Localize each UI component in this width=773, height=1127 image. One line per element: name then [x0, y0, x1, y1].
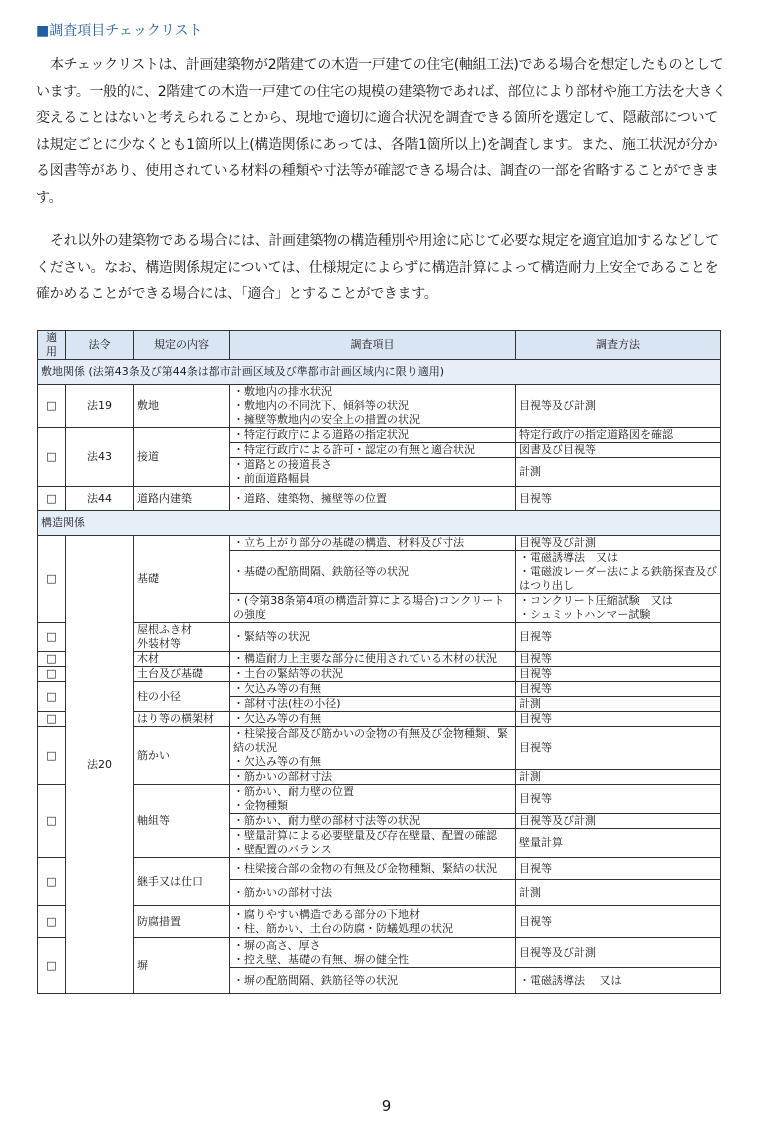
intro-paragraph-2: それ以外の建築物である場合には、計画建築物の構造種別や用途に応じて必要な規定を適宜追加するなどしてください。なお、構造関係規定については、仕様規定によらずに構造計算によって構造耐力上安全であることを確かめることができる場合には、「適合」とすることができます。 — [36, 233, 719, 302]
table-row — [38, 428, 721, 443]
method-cell: ・コンクリート圧縮試験 又は ・シュミットハンマー試験 — [516, 594, 721, 623]
checklist-table — [37, 330, 721, 994]
method-cell: ・電磁誘導法 又は — [516, 968, 721, 994]
method-cell: 計測 — [516, 770, 721, 785]
method-cell: 目視等 — [516, 785, 721, 814]
table-row — [38, 623, 721, 652]
item-cell: ・柱梁接合部の金物の有無及び金物種類、緊結の状況 — [230, 858, 516, 880]
item-cell: ・塀の配筋間隔、鉄筋径等の状況 — [230, 968, 516, 994]
table-header-row — [38, 331, 721, 360]
method-cell: 特定行政庁の指定道路図を確認 — [516, 428, 721, 443]
method-cell: 目視等 — [516, 712, 721, 727]
header-item: 調査項目 — [230, 331, 516, 360]
method-cell: ・電磁誘導法 又は ・電磁波レーダー法による鉄筋探査及びはつり出し — [516, 551, 721, 594]
rule-cell: 柱の小径 — [134, 682, 230, 712]
header-method: 調査方法 — [516, 331, 721, 360]
item-cell: ・欠込み等の有無 — [230, 712, 516, 727]
item-cell: ・構造耐力上主要な部分に使用されている木材の状況 — [230, 652, 516, 667]
item-cell: ・道路との接道長さ ・前面道路幅員 — [230, 458, 516, 487]
checkbox[interactable]: □ — [38, 858, 66, 906]
header-apply: 適用 — [38, 331, 66, 360]
checkbox[interactable]: □ — [38, 667, 66, 682]
method-cell: 目視等 — [516, 727, 721, 770]
method-cell: 計測 — [516, 880, 721, 906]
method-cell: 目視等及び計測 — [516, 938, 721, 968]
item-cell: ・立ち上がり部分の基礎の構造、材料及び寸法 — [230, 536, 516, 551]
item-cell: ・部材寸法(柱の小径) — [230, 697, 516, 712]
item-cell: ・欠込み等の有無 — [230, 682, 516, 697]
method-cell: 図書及び目視等 — [516, 443, 721, 458]
checklist-heading: ■調査項目チェックリスト — [36, 23, 203, 39]
law-cell: 法43 — [66, 428, 134, 487]
table-row — [38, 938, 721, 968]
method-cell: 壁量計算 — [516, 829, 721, 858]
method-cell: 目視等 — [516, 623, 721, 652]
checkbox[interactable]: □ — [38, 712, 66, 727]
law-cell: 法19 — [66, 385, 134, 428]
method-cell: 目視等及び計測 — [516, 536, 721, 551]
method-cell: 目視等 — [516, 682, 721, 697]
rule-cell: 道路内建築 — [134, 487, 230, 511]
checkbox[interactable]: □ — [38, 938, 66, 994]
law-cell: 法20 — [66, 536, 134, 994]
method-cell: 目視等 — [516, 858, 721, 880]
rule-cell: 防腐措置 — [134, 906, 230, 938]
rule-cell: 継手又は仕口 — [134, 858, 230, 906]
section-site-label: 敷地関係 (法第43条及び第44条は都市計画区域及び準都市計画区域内に限り適用) — [38, 360, 721, 385]
rule-cell: 軸組等 — [134, 785, 230, 858]
section-site — [38, 360, 721, 385]
table-row — [38, 682, 721, 697]
item-cell: ・壁量計算による必要壁量及び存在壁量、配置の確認 ・壁配置のバランス — [230, 829, 516, 858]
method-cell: 計測 — [516, 458, 721, 487]
method-cell: 目視等 — [516, 652, 721, 667]
item-cell: ・腐りやすい構造である部分の下地材 ・柱、筋かい、土台の防腐・防蟻処理の状況 — [230, 906, 516, 938]
table-row — [38, 785, 721, 814]
table-row — [38, 906, 721, 938]
rule-cell: 接道 — [134, 428, 230, 487]
method-cell: 目視等 — [516, 906, 721, 938]
item-cell: ・道路、建築物、擁壁等の位置 — [230, 487, 516, 511]
item-cell: ・緊結等の状況 — [230, 623, 516, 652]
item-cell: ・筋かいの部材寸法 — [230, 770, 516, 785]
checkbox[interactable]: □ — [38, 682, 66, 712]
table-row — [38, 652, 721, 667]
table-row — [38, 858, 721, 880]
item-cell: ・特定行政庁による道路の指定状況 — [230, 428, 516, 443]
law-cell: 法44 — [66, 487, 134, 511]
page-number: 9 — [381, 1097, 392, 1115]
method-cell: 計測 — [516, 697, 721, 712]
rule-cell: 木材 — [134, 652, 230, 667]
rule-cell: 敷地 — [134, 385, 230, 428]
checkbox[interactable]: □ — [38, 487, 66, 511]
table-row — [38, 385, 721, 428]
checkbox[interactable]: □ — [38, 536, 66, 623]
checkbox[interactable]: □ — [38, 652, 66, 667]
item-cell: ・土台の緊結等の状況 — [230, 667, 516, 682]
item-cell: ・柱梁接合部及び筋かいの金物の有無及び金物種類、緊結の状況 ・欠込み等の有無 — [230, 727, 516, 770]
item-cell: ・(令第38条第4項の構造計算による場合)コンクリートの強度 — [230, 594, 516, 623]
method-cell: 目視等 — [516, 487, 721, 511]
item-cell: ・基礎の配筋間隔、鉄筋径等の状況 — [230, 551, 516, 594]
rule-cell: 塀 — [134, 938, 230, 994]
checkbox[interactable]: □ — [38, 385, 66, 428]
section-structure — [38, 511, 721, 536]
intro-paragraph-1: 本チェックリストは、計画建築物が2階建ての木造一戸建ての住宅(軸組工法)である場合を想定したものとしています。一般的に、2階建ての木造一戸建ての住宅の規模の建築物であれば、部位により部材や施工方法を大きく変えることはないと考えられることから、現地で適切に適合状況を調査できる箇所を選定して、隠蔽部については規定ごとに少なくとも1箇所以上(構造関係にあっては、各階1箇所以上)を調査します。また、施工状況が分かる図書等があり、使用されている材料の種類や寸法等が確認できる場合は、調査の一部を省略することができます。 — [36, 57, 726, 206]
method-cell: 目視等及び計測 — [516, 385, 721, 428]
checkbox[interactable]: □ — [38, 623, 66, 652]
header-rule: 規定の内容 — [134, 331, 230, 360]
method-cell: 目視等及び計測 — [516, 814, 721, 829]
rule-cell: 屋根ふき材 外装材等 — [134, 623, 230, 652]
method-cell: 目視等 — [516, 667, 721, 682]
checkbox[interactable]: □ — [38, 727, 66, 785]
item-cell: ・筋かい、耐力壁の部材寸法等の状況 — [230, 814, 516, 829]
item-cell: ・特定行政庁による許可・認定の有無と適合状況 — [230, 443, 516, 458]
rule-cell: 基礎 — [134, 536, 230, 623]
checkbox[interactable]: □ — [38, 906, 66, 938]
rule-cell: はり等の横架材 — [134, 712, 230, 727]
table-row — [38, 536, 721, 551]
item-cell: ・筋かい、耐力壁の位置 ・金物種類 — [230, 785, 516, 814]
item-cell: ・筋かいの部材寸法 — [230, 880, 516, 906]
rule-cell: 土台及び基礎 — [134, 667, 230, 682]
table-row — [38, 487, 721, 511]
table-row — [38, 712, 721, 727]
item-cell: ・敷地内の排水状況 ・敷地内の不同沈下、傾斜等の状況 ・擁壁等敷地内の安全上の措置の状況 — [230, 385, 516, 428]
table-row — [38, 667, 721, 682]
rule-cell: 筋かい — [134, 727, 230, 785]
table-row — [38, 727, 721, 770]
checkbox[interactable]: □ — [38, 785, 66, 858]
item-cell: ・塀の高さ、厚さ ・控え壁、基礎の有無、塀の健全性 — [230, 938, 516, 968]
section-structure-label: 構造関係 — [38, 511, 721, 536]
checkbox[interactable]: □ — [38, 428, 66, 487]
header-law: 法令 — [66, 331, 134, 360]
